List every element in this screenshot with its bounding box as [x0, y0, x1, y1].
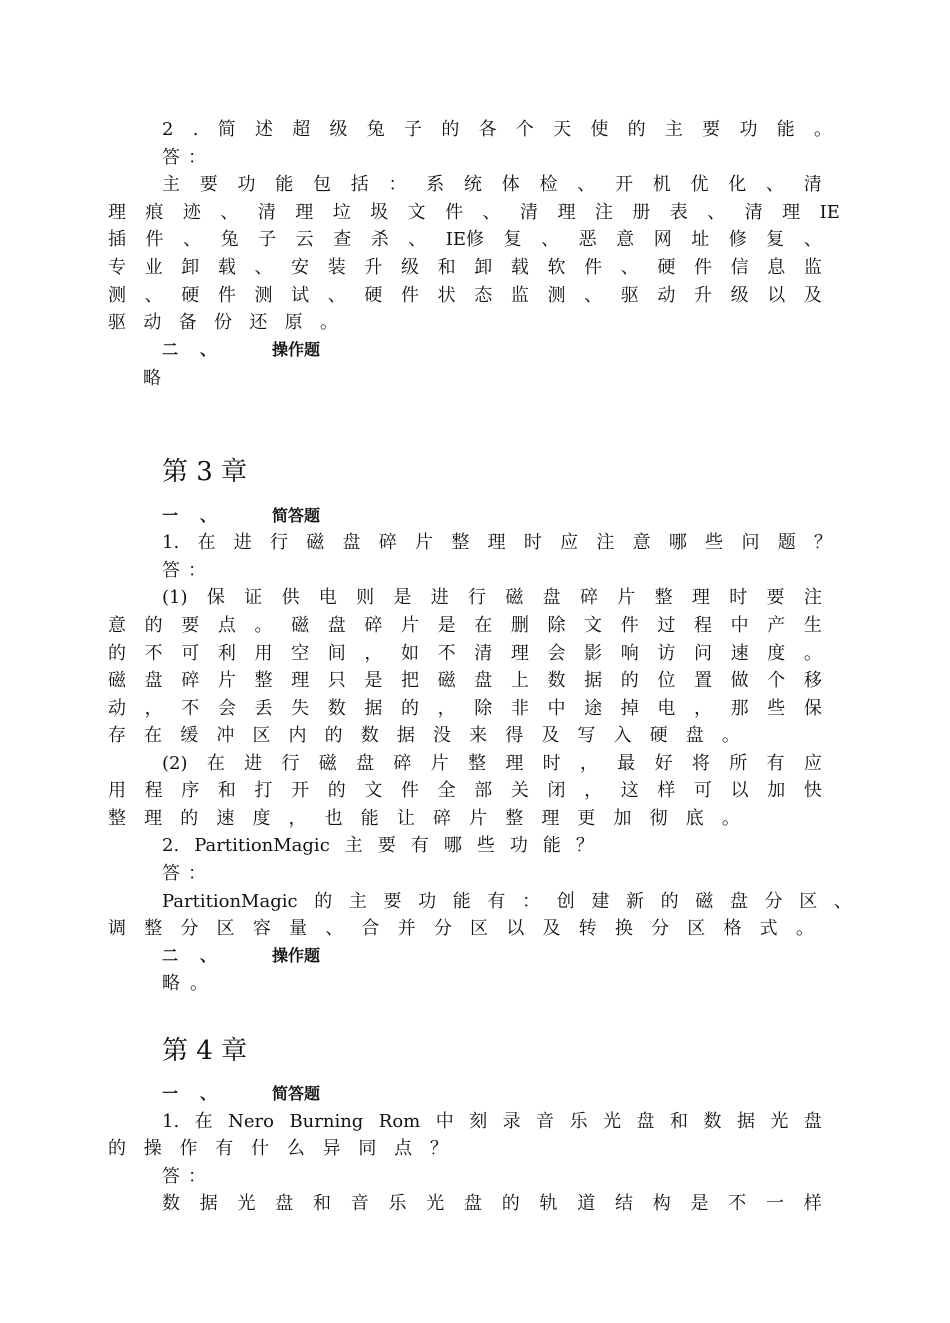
- answer-line: 用 程 序 和 打 开 的 文 件 全 部 关 闭 ， 这 样 可 以 加 快: [108, 780, 822, 801]
- section-separator: 、: [200, 1084, 217, 1103]
- chapter-title: 第 4 章: [162, 1036, 248, 1066]
- answer-line: 插 件 、 兔 子 云 查 杀 、 IE修 复 、 恶 意 网 址 修 复 、: [108, 229, 822, 250]
- section-number: 二: [162, 946, 179, 965]
- question-2: 2. PartitionMagic 主 要 有 哪 些 功 能 ？: [162, 835, 594, 856]
- answer-line: 意 的 要 点 。 磁 盘 碎 片 是 在 删 除 文 件 过 程 中 产 生: [108, 615, 822, 636]
- question-1: 1. 在 Nero Burning Rom 中 刻 录 音 乐 光 盘 和 数 据 光 盘: [162, 1111, 822, 1132]
- answer-line: (1) 保 证 供 电 则 是 进 行 磁 盘 碎 片 整 理 时 要 注: [162, 587, 822, 608]
- answer-line: 动 ， 不 会 丢 失 数 据 的 ， 除 非 中 途 掉 电 ， 那 些 保: [108, 698, 822, 719]
- section-number: 二: [162, 340, 179, 359]
- answer-line: 的 不 可 利 用 空 间 ， 如 不 清 理 会 影 响 访 问 速 度 。: [108, 643, 822, 664]
- section-body: 略 。: [162, 973, 208, 994]
- answer-line: 磁 盘 碎 片 整 理 只 是 把 磁 盘 上 数 据 的 位 置 做 个 移: [108, 670, 822, 691]
- answer-label: 答 ：: [162, 147, 206, 168]
- section-number: 一: [162, 1084, 179, 1103]
- section-title: 简答题: [272, 1084, 321, 1103]
- section-number: 一: [162, 506, 179, 525]
- answer-label: 答 ：: [162, 560, 206, 581]
- question-1: 1. 在 进 行 磁 盘 碎 片 整 理 时 应 注 意 哪 些 问 题 ？: [162, 532, 832, 553]
- answer-line: 调 整 分 区 容 量 、 合 并 分 区 以 及 转 换 分 区 格 式 。: [108, 918, 814, 939]
- question-1-continued: 的 操 作 有 什 么 异 同 点 ？: [108, 1138, 448, 1159]
- chapter-title: 第 3 章: [162, 457, 248, 487]
- answer-line: 主 要 功 能 包 括 ： 系 统 体 检 、 开 机 优 化 、 清: [162, 174, 822, 195]
- answer-label: 答 ：: [162, 1166, 206, 1187]
- section-separator: 、: [200, 506, 217, 525]
- answer-line: 测 、 硬 件 测 试 、 硬 件 状 态 监 测 、 驱 动 升 级 以 及: [108, 285, 822, 306]
- section-separator: 、: [200, 946, 217, 965]
- question-2: 2 . 简 述 超 级 兔 子 的 各 个 天 使 的 主 要 功 能 。: [162, 119, 832, 140]
- answer-line: 驱 动 备 份 还 原 。: [108, 312, 338, 333]
- section-title: 简答题: [272, 506, 321, 525]
- section-separator: 、: [200, 340, 217, 359]
- answer-line: PartitionMagic 的 主 要 功 能 有 ： 创 建 新 的 磁 盘 分 区 、: [162, 891, 852, 912]
- section-title: 操作题: [272, 340, 321, 359]
- answer-label: 答 ：: [162, 863, 206, 884]
- answer-line: 数 据 光 盘 和 音 乐 光 盘 的 轨 道 结 构 是 不 一 样: [162, 1193, 822, 1214]
- section-body: 略: [143, 368, 161, 389]
- answer-line: 理 痕 迹 、 清 理 垃 圾 文 件 、 清 理 注 册 表 、 清 理 IE: [108, 202, 840, 223]
- answer-line: 存 在 缓 冲 区 内 的 数 据 没 来 得 及 写 入 硬 盘 。: [108, 725, 740, 746]
- answer-line: 专 业 卸 载 、 安 装 升 级 和 卸 载 软 件 、 硬 件 信 息 监: [108, 257, 822, 278]
- section-title: 操作题: [272, 946, 321, 965]
- answer-line: (2) 在 进 行 磁 盘 碎 片 整 理 时 ， 最 好 将 所 有 应: [162, 753, 822, 774]
- answer-line: 整 理 的 速 度 ， 也 能 让 碎 片 整 理 更 加 彻 底 。: [108, 808, 740, 829]
